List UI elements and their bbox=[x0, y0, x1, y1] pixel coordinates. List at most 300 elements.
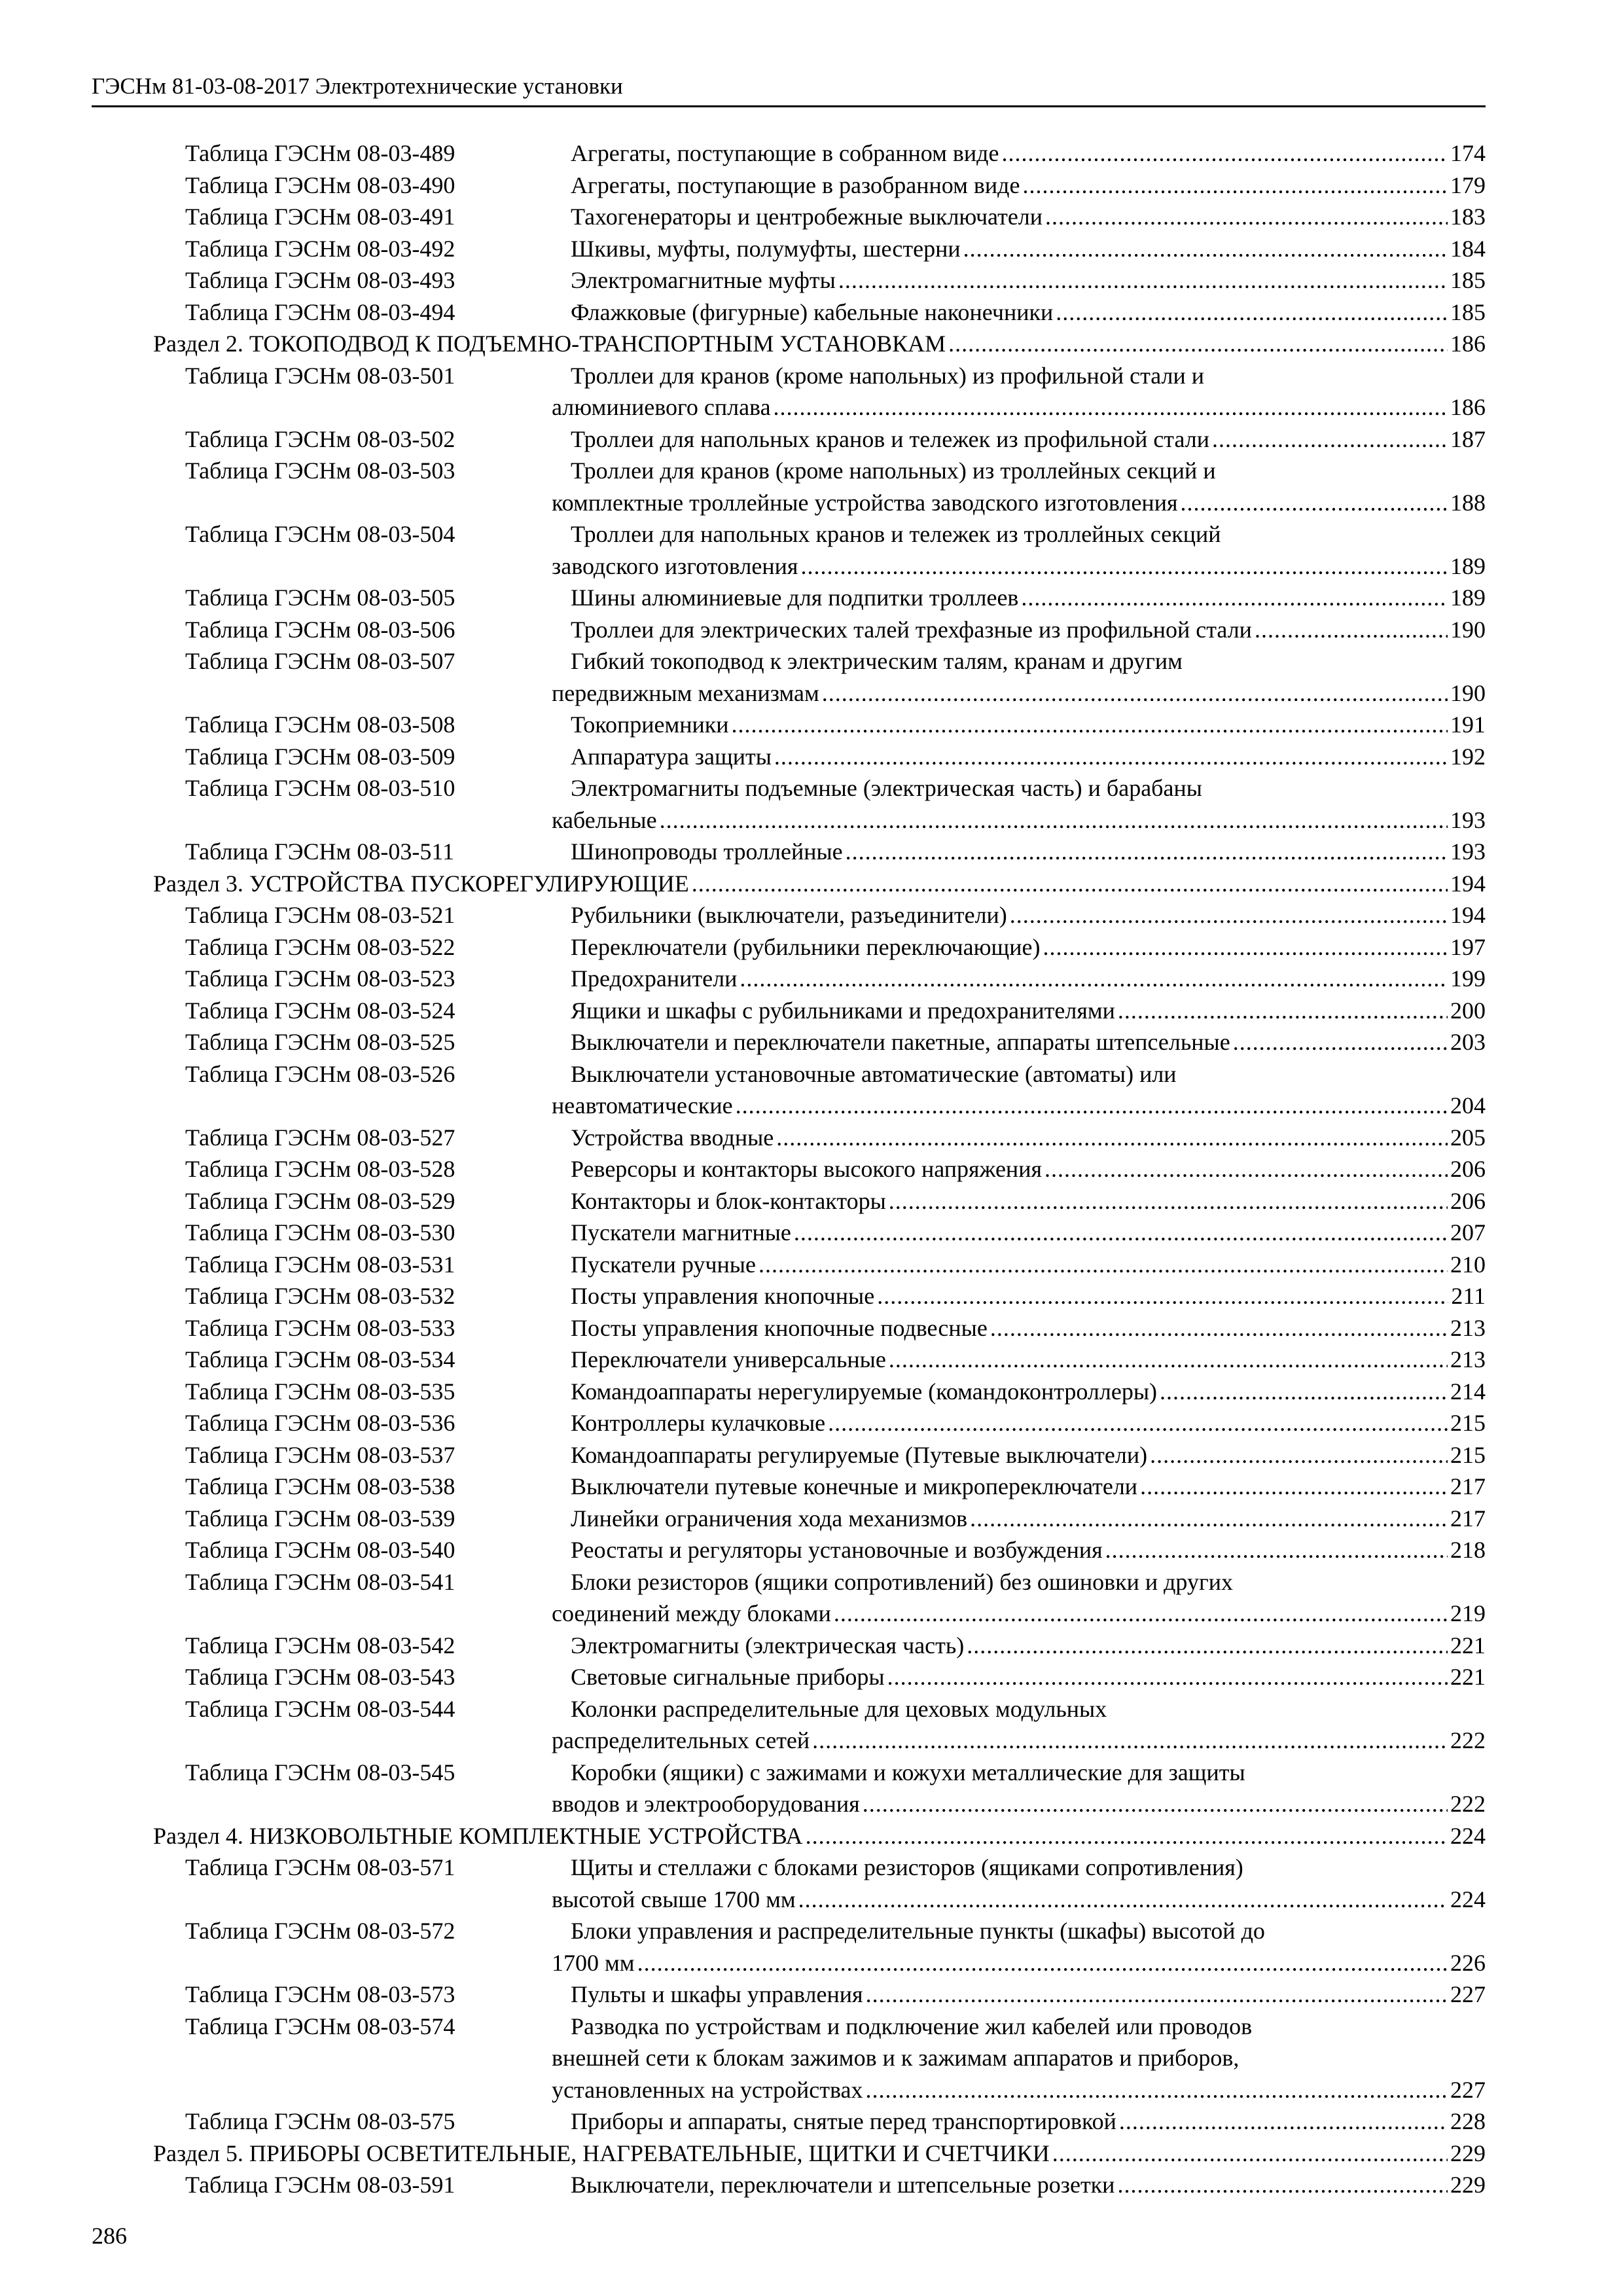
toc-page-number: 179 bbox=[1450, 171, 1486, 198]
toc-entry-row bbox=[0, 1503, 1623, 1535]
toc-entry-row bbox=[0, 201, 1623, 233]
toc-entry-text: Аппаратура защиты bbox=[571, 743, 772, 770]
toc-entry-text: Электромагнитные муфты bbox=[571, 267, 836, 293]
toc-continuation-row bbox=[0, 1788, 1623, 1820]
toc-entry-text: Агрегаты, поступающие в собранном виде bbox=[571, 140, 999, 166]
dot-leader bbox=[865, 2074, 1448, 2106]
toc-entry-row bbox=[0, 645, 1623, 677]
dot-leader bbox=[692, 868, 1448, 900]
dot-leader bbox=[1052, 2138, 1448, 2170]
toc-entry-row bbox=[0, 1153, 1623, 1185]
dot-leader bbox=[1160, 1376, 1448, 1408]
toc-table-label: Таблица ГЭСНм 08-03-492 bbox=[185, 235, 455, 262]
toc-entry-text: Устройства вводные bbox=[571, 1124, 774, 1151]
toc-page-number: 204 bbox=[1450, 1092, 1486, 1119]
toc-page-number: 227 bbox=[1450, 1981, 1486, 2007]
toc-entry-text: внешней сети к блокам зажимов и к зажимам аппаратов и приборов, bbox=[552, 2045, 1240, 2071]
toc-entry-text: высотой свыше 1700 мм bbox=[552, 1886, 796, 1912]
toc-page-number: 215 bbox=[1450, 1441, 1486, 1468]
toc-table-title[interactable] bbox=[571, 1249, 1486, 1281]
toc-title-continuation[interactable] bbox=[552, 1725, 1486, 1757]
toc-table-label: Таблица ГЭСНм 08-03-531 bbox=[185, 1251, 455, 1278]
dot-leader bbox=[846, 836, 1448, 868]
toc-page-number: 193 bbox=[1450, 806, 1486, 833]
toc-table-label: Таблица ГЭСНм 08-03-491 bbox=[185, 204, 455, 230]
toc-page-number: 174 bbox=[1450, 140, 1486, 166]
toc-entry-row bbox=[0, 741, 1623, 773]
toc-table-label: Таблица ГЭСНм 08-03-545 bbox=[185, 1759, 455, 1785]
dot-leader bbox=[660, 804, 1448, 836]
toc-table-label: Таблица ГЭСНм 08-03-505 bbox=[185, 584, 455, 611]
toc-page-number: 191 bbox=[1450, 711, 1486, 738]
toc-table-title[interactable] bbox=[571, 741, 1486, 773]
dot-leader bbox=[1212, 423, 1448, 456]
dot-leader bbox=[1117, 2169, 1448, 2201]
toc-page-number: 214 bbox=[1450, 1378, 1486, 1405]
toc-table-label: Таблица ГЭСНм 08-03-572 bbox=[185, 1918, 455, 1944]
toc-entry-text: Контакторы и блок-контакторы bbox=[571, 1187, 886, 1214]
dot-leader bbox=[812, 1725, 1448, 1757]
toc-table-label: Таблица ГЭСНм 08-03-543 bbox=[185, 1664, 455, 1690]
toc-page-number: 211 bbox=[1451, 1283, 1486, 1309]
toc-entry-row bbox=[0, 772, 1623, 804]
dot-leader bbox=[838, 264, 1448, 296]
toc-table-title[interactable] bbox=[571, 1026, 1486, 1058]
toc-page-number: 218 bbox=[1450, 1537, 1486, 1563]
toc-continuation-row bbox=[0, 2074, 1623, 2106]
toc-entry-row bbox=[0, 1407, 1623, 1439]
toc-entry-text: 1700 мм bbox=[552, 1949, 635, 1976]
toc-entry-text: Световые сигнальные приборы bbox=[571, 1664, 885, 1690]
toc-table-label: Таблица ГЭСНм 08-03-530 bbox=[185, 1219, 455, 1246]
dot-leader bbox=[863, 1788, 1448, 1820]
dot-leader bbox=[990, 1312, 1448, 1344]
toc-continuation-row bbox=[0, 1884, 1623, 1916]
toc-entry-text: комплектные троллейные устройства заводского изготовления bbox=[552, 489, 1178, 516]
toc-entry-text: соединений между блоками bbox=[552, 1600, 831, 1626]
dot-leader bbox=[1140, 1471, 1448, 1503]
toc-page-number: 207 bbox=[1450, 1219, 1486, 1246]
dot-leader bbox=[1043, 931, 1448, 963]
toc-entry-row bbox=[0, 1471, 1623, 1503]
toc-entry-text: Посты управления кнопочные bbox=[571, 1283, 875, 1309]
toc-entry-row bbox=[0, 360, 1623, 392]
toc-continuation-row bbox=[0, 677, 1623, 709]
toc-entry-row bbox=[0, 1344, 1623, 1376]
toc-entry-row bbox=[0, 1122, 1623, 1154]
toc-title-continuation[interactable] bbox=[552, 1598, 1486, 1630]
toc-page-number: 222 bbox=[1450, 1727, 1486, 1753]
toc-table-label: Таблица ГЭСНм 08-03-541 bbox=[185, 1568, 455, 1595]
toc-entry-row bbox=[0, 1439, 1623, 1471]
toc-page-number: 206 bbox=[1450, 1156, 1486, 1182]
toc-entry-text: Командоаппараты нерегулируемые (командоконтроллеры) bbox=[571, 1378, 1157, 1405]
toc-page-number: 229 bbox=[1450, 2140, 1486, 2166]
toc-table-label: Таблица ГЭСНм 08-03-534 bbox=[185, 1346, 455, 1372]
toc-page-number: 200 bbox=[1450, 997, 1486, 1024]
toc-continuation-row bbox=[0, 2042, 1623, 2074]
table-of-contents bbox=[0, 137, 1623, 2201]
dot-leader bbox=[1181, 487, 1448, 519]
dot-leader bbox=[1105, 1534, 1448, 1566]
toc-page-number: 189 bbox=[1450, 552, 1486, 579]
toc-entry-text: Рубильники (выключатели, разъединители) bbox=[571, 902, 1007, 928]
toc-entry-text: Троллеи для электрических талей трехфазные из профильной стали bbox=[571, 616, 1252, 643]
toc-entry-text: Приборы и аппараты, снятые перед транспортировкой bbox=[571, 2108, 1116, 2134]
toc-section-row bbox=[0, 1820, 1623, 1852]
toc-section-link[interactable] bbox=[153, 2138, 1486, 2170]
toc-entry-row bbox=[0, 1026, 1623, 1058]
toc-section-link[interactable] bbox=[153, 328, 1486, 360]
toc-table-label: Таблица ГЭСНм 08-03-536 bbox=[185, 1410, 455, 1436]
toc-continuation-row bbox=[0, 1947, 1623, 1979]
toc-entry-row bbox=[0, 455, 1623, 487]
toc-table-title[interactable] bbox=[571, 582, 1486, 614]
toc-entry-text: Реостаты и регуляторы установочные и возбуждения bbox=[571, 1537, 1103, 1563]
toc-page-number: 210 bbox=[1450, 1251, 1486, 1278]
toc-entry-text: Пульты и шкафы управления bbox=[571, 1981, 863, 2007]
dot-leader bbox=[774, 391, 1448, 423]
toc-entry-text: неавтоматические bbox=[552, 1092, 733, 1119]
toc-entry-row bbox=[0, 2169, 1623, 2201]
toc-entry-text: Токоприемники bbox=[571, 711, 729, 738]
toc-table-label: Таблица ГЭСНм 08-03-532 bbox=[185, 1283, 455, 1309]
toc-entry-text: Ящики и шкафы с рубильниками и предохранителями bbox=[571, 997, 1115, 1024]
dot-leader bbox=[1022, 170, 1448, 202]
toc-entry-text: распределительных сетей bbox=[552, 1727, 810, 1753]
toc-table-title[interactable]: Блоки управления и распределительные пункты (шкафы) высотой до bbox=[571, 1918, 1265, 1944]
toc-page-number: 221 bbox=[1450, 1664, 1486, 1690]
toc-title-continuation[interactable] bbox=[552, 391, 1486, 423]
toc-continuation-row bbox=[0, 487, 1623, 519]
toc-entry-row bbox=[0, 1757, 1623, 1789]
toc-table-title[interactable] bbox=[571, 170, 1486, 202]
toc-table-title[interactable]: Выключатели установочные автоматические (автоматы) или bbox=[571, 1060, 1177, 1087]
toc-table-label: Таблица ГЭСНм 08-03-511 bbox=[185, 838, 454, 865]
toc-entry-row bbox=[0, 1312, 1623, 1344]
dot-leader bbox=[732, 709, 1448, 741]
dot-leader bbox=[736, 1090, 1448, 1122]
toc-table-label: Таблица ГЭСНм 08-03-503 bbox=[185, 457, 455, 484]
toc-entry-text: установленных на устройствах bbox=[552, 2076, 863, 2103]
dot-leader bbox=[1001, 137, 1448, 170]
toc-table-title[interactable] bbox=[571, 1185, 1486, 1217]
toc-table-title[interactable] bbox=[571, 709, 1486, 741]
toc-page-number: 193 bbox=[1450, 838, 1486, 865]
toc-page-number: 226 bbox=[1450, 1949, 1486, 1976]
toc-table-title[interactable] bbox=[571, 201, 1486, 233]
toc-table-title[interactable]: Гибкий токоподвод к электрическим талям, кранам и другим bbox=[571, 648, 1183, 674]
toc-table-title[interactable] bbox=[571, 1471, 1486, 1503]
toc-table-title[interactable] bbox=[571, 1503, 1486, 1535]
dot-leader bbox=[887, 1661, 1448, 1693]
toc-title-continuation[interactable] bbox=[552, 487, 1486, 519]
toc-table-title[interactable] bbox=[571, 1153, 1486, 1185]
toc-entry-row bbox=[0, 1534, 1623, 1566]
toc-entry-text: Тахогенераторы и центробежные выключатели bbox=[571, 204, 1043, 230]
toc-table-label: Таблица ГЭСНм 08-03-539 bbox=[185, 1505, 455, 1532]
dot-leader bbox=[889, 1185, 1448, 1217]
dot-leader bbox=[800, 550, 1448, 583]
page-number: 286 bbox=[92, 2223, 127, 2249]
toc-table-title[interactable]: Троллеи для кранов (кроме напольных) из профильной стали и bbox=[571, 362, 1205, 389]
toc-page-number: 206 bbox=[1450, 1187, 1486, 1214]
toc-page-number: 190 bbox=[1450, 679, 1486, 706]
running-header: ГЭСНм 81-03-08-2017 Электротехнические установки bbox=[92, 73, 623, 99]
toc-entry-text: Переключатели (рубильники переключающие) bbox=[571, 933, 1041, 960]
toc-entry-row bbox=[0, 931, 1623, 963]
toc-table-title[interactable] bbox=[571, 614, 1486, 646]
toc-section-row bbox=[0, 868, 1623, 900]
dot-leader bbox=[828, 1407, 1448, 1439]
toc-entry-row bbox=[0, 264, 1623, 296]
toc-title-continuation[interactable] bbox=[552, 1090, 1486, 1122]
toc-table-label: Таблица ГЭСНм 08-03-489 bbox=[185, 140, 455, 166]
toc-page-number: 189 bbox=[1450, 584, 1486, 611]
toc-section-row bbox=[0, 2138, 1623, 2170]
toc-entry-text: передвижным механизмам bbox=[552, 679, 819, 706]
toc-continuation-row bbox=[0, 391, 1623, 423]
toc-title-continuation[interactable] bbox=[552, 804, 1486, 836]
toc-table-label: Таблица ГЭСНм 08-03-533 bbox=[185, 1314, 455, 1341]
toc-table-title[interactable] bbox=[571, 1407, 1486, 1439]
toc-entry-text: алюминиевого сплава bbox=[552, 394, 771, 420]
toc-table-title[interactable]: Троллеи для кранов (кроме напольных) из троллейных секций и bbox=[571, 457, 1216, 484]
toc-entry-row bbox=[0, 1280, 1623, 1312]
toc-table-label: Таблица ГЭСНм 08-03-574 bbox=[185, 2013, 455, 2039]
toc-entry-text: Раздел 5. ПРИБОРЫ ОСВЕТИТЕЛЬНЫЕ, НАГРЕВАТЕЛЬНЫЕ, ЩИТКИ И СЧЕТЧИКИ bbox=[153, 2140, 1050, 2166]
toc-table-title[interactable] bbox=[571, 1344, 1486, 1376]
dot-leader bbox=[1233, 1026, 1448, 1058]
toc-page-number: 194 bbox=[1450, 902, 1486, 928]
toc-table-title[interactable] bbox=[571, 1312, 1486, 1344]
toc-entry-text: Выключатели и переключатели пакетные, аппараты штепсельные bbox=[571, 1029, 1230, 1055]
toc-entry-row bbox=[0, 1661, 1623, 1693]
toc-entry-text: Шины алюминиевые для подпитки троллеев bbox=[571, 584, 1019, 611]
toc-entry-row bbox=[0, 518, 1623, 550]
toc-table-title[interactable]: Щиты и стеллажи с блоками резисторов (ящиками сопротивления) bbox=[571, 1854, 1243, 1880]
toc-entry-row bbox=[0, 170, 1623, 202]
toc-page-number: 217 bbox=[1450, 1473, 1486, 1499]
toc-table-label: Таблица ГЭСНм 08-03-526 bbox=[185, 1060, 455, 1087]
header-rule bbox=[92, 105, 1486, 107]
toc-table-title[interactable] bbox=[571, 836, 1486, 868]
toc-table-label: Таблица ГЭСНм 08-03-493 bbox=[185, 267, 455, 293]
toc-page-number: 217 bbox=[1450, 1505, 1486, 1532]
dot-leader bbox=[776, 1122, 1448, 1154]
toc-table-title[interactable] bbox=[571, 1661, 1486, 1693]
toc-entry-row bbox=[0, 1693, 1623, 1725]
toc-section-link[interactable] bbox=[153, 868, 1486, 900]
toc-entry-text: Раздел 3. УСТРОЙСТВА ПУСКОРЕГУЛИРУЮЩИЕ bbox=[153, 870, 689, 897]
toc-table-label: Таблица ГЭСНм 08-03-544 bbox=[185, 1695, 455, 1722]
dot-leader bbox=[1118, 995, 1448, 1027]
toc-entry-row bbox=[0, 1630, 1623, 1662]
toc-table-title[interactable]: Разводка по устройствам и подключение жил кабелей или проводов bbox=[571, 2013, 1253, 2039]
toc-table-title[interactable] bbox=[571, 233, 1486, 265]
toc-entry-text: Контроллеры кулачковые bbox=[571, 1410, 826, 1436]
toc-continuation-row bbox=[0, 1090, 1623, 1122]
dot-leader bbox=[1119, 2106, 1448, 2138]
toc-continuation-row bbox=[0, 1598, 1623, 1630]
toc-table-label: Таблица ГЭСНм 08-03-522 bbox=[185, 933, 455, 960]
toc-table-title[interactable]: Колонки распределительные для цеховых модульных bbox=[571, 1695, 1107, 1722]
toc-entry-text: Пускатели магнитные bbox=[571, 1219, 791, 1246]
toc-entry-row bbox=[0, 2011, 1623, 2043]
toc-entry-row bbox=[0, 582, 1623, 614]
toc-table-title[interactable] bbox=[571, 264, 1486, 296]
toc-section-link[interactable] bbox=[153, 1820, 1486, 1852]
toc-page-number: 185 bbox=[1450, 267, 1486, 293]
toc-entry-text: Пускатели ручные bbox=[571, 1251, 756, 1278]
toc-table-label: Таблица ГЭСНм 08-03-537 bbox=[185, 1441, 455, 1468]
toc-table-title[interactable] bbox=[571, 1217, 1486, 1249]
toc-entry-row bbox=[0, 137, 1623, 170]
toc-title-continuation[interactable] bbox=[552, 1947, 1486, 1979]
toc-table-label: Таблица ГЭСНм 08-03-523 bbox=[185, 965, 455, 992]
toc-table-title[interactable] bbox=[571, 2169, 1486, 2201]
dot-leader bbox=[1045, 201, 1448, 233]
toc-title-continuation[interactable] bbox=[552, 677, 1486, 709]
toc-table-title[interactable]: Электромагниты подъемные (электрическая часть) и барабаны bbox=[571, 775, 1202, 801]
toc-page-number: 194 bbox=[1450, 870, 1486, 897]
dot-leader bbox=[822, 677, 1448, 709]
dot-leader bbox=[1021, 582, 1448, 614]
toc-page-number: 199 bbox=[1450, 965, 1486, 992]
toc-title-continuation[interactable] bbox=[552, 1884, 1486, 1916]
toc-table-label: Таблица ГЭСНм 08-03-508 bbox=[185, 711, 455, 738]
dot-leader bbox=[1255, 614, 1448, 646]
toc-table-title[interactable] bbox=[571, 1280, 1486, 1312]
dot-leader bbox=[967, 1630, 1448, 1662]
toc-table-label: Таблица ГЭСНм 08-03-506 bbox=[185, 616, 455, 643]
toc-table-label: Таблица ГЭСНм 08-03-509 bbox=[185, 743, 455, 770]
toc-table-title[interactable] bbox=[571, 1534, 1486, 1566]
toc-table-label: Таблица ГЭСНм 08-03-507 bbox=[185, 648, 455, 674]
toc-entry-row bbox=[0, 614, 1623, 646]
toc-entry-row bbox=[0, 296, 1623, 329]
toc-table-label: Таблица ГЭСНм 08-03-490 bbox=[185, 171, 455, 198]
dot-leader bbox=[970, 1503, 1448, 1535]
toc-table-title[interactable] bbox=[571, 899, 1486, 931]
toc-continuation-row bbox=[0, 550, 1623, 583]
toc-entry-text: Переключатели универсальные bbox=[571, 1346, 886, 1372]
toc-entry-row bbox=[0, 2106, 1623, 2138]
dot-leader bbox=[794, 1217, 1448, 1249]
toc-table-label: Таблица ГЭСНм 08-03-571 bbox=[185, 1854, 455, 1880]
toc-table-label: Таблица ГЭСНм 08-03-527 bbox=[185, 1124, 455, 1151]
toc-page-number: 183 bbox=[1450, 204, 1486, 230]
toc-table-label: Таблица ГЭСНм 08-03-494 bbox=[185, 298, 455, 325]
toc-section-row bbox=[0, 328, 1623, 360]
toc-title-continuation[interactable] bbox=[552, 2074, 1486, 2106]
dot-leader bbox=[1056, 296, 1448, 329]
dot-leader bbox=[877, 1280, 1448, 1312]
toc-page-number: 186 bbox=[1450, 394, 1486, 420]
dot-leader bbox=[963, 233, 1448, 265]
toc-table-label: Таблица ГЭСНм 08-03-591 bbox=[185, 2172, 455, 2198]
dot-leader bbox=[740, 963, 1448, 995]
toc-page-number: 224 bbox=[1450, 1822, 1486, 1849]
toc-table-label: Таблица ГЭСНм 08-03-529 bbox=[185, 1187, 455, 1214]
toc-entry-text: Флажковые (фигурные) кабельные наконечники bbox=[571, 298, 1054, 325]
toc-page-number: 224 bbox=[1450, 1886, 1486, 1912]
dot-leader bbox=[758, 1249, 1448, 1281]
toc-table-title[interactable] bbox=[571, 995, 1486, 1027]
toc-table-title[interactable] bbox=[571, 1979, 1486, 2011]
toc-table-label: Таблица ГЭСНм 08-03-542 bbox=[185, 1632, 455, 1659]
toc-page-number: 197 bbox=[1450, 933, 1486, 960]
toc-page-number: 228 bbox=[1450, 2108, 1486, 2134]
toc-entry-row bbox=[0, 1979, 1623, 2011]
toc-page-number: 192 bbox=[1450, 743, 1486, 770]
toc-entry-row bbox=[0, 709, 1623, 741]
toc-table-title[interactable] bbox=[571, 1630, 1486, 1662]
toc-table-label: Таблица ГЭСНм 08-03-525 bbox=[185, 1029, 455, 1055]
toc-entry-text: Шинопроводы троллейные bbox=[571, 838, 843, 865]
dot-leader bbox=[866, 1979, 1448, 2011]
toc-table-title[interactable]: Коробки (ящики) с зажимами и кожухи металлические для защиты bbox=[571, 1759, 1245, 1785]
toc-title-continuation[interactable] bbox=[552, 2042, 1486, 2074]
toc-table-title[interactable] bbox=[571, 296, 1486, 329]
toc-continuation-row bbox=[0, 804, 1623, 836]
dot-leader bbox=[798, 1884, 1448, 1916]
toc-table-label: Таблица ГЭСНм 08-03-521 bbox=[185, 902, 455, 928]
toc-entry-row bbox=[0, 1852, 1623, 1884]
toc-continuation-row bbox=[0, 1725, 1623, 1757]
toc-entry-text: Агрегаты, поступающие в разобранном виде bbox=[571, 171, 1020, 198]
toc-page-number: 187 bbox=[1450, 425, 1486, 452]
toc-page-number: 227 bbox=[1450, 2076, 1486, 2103]
toc-page-number: 215 bbox=[1450, 1410, 1486, 1436]
toc-table-title[interactable] bbox=[571, 1376, 1486, 1408]
toc-table-title[interactable] bbox=[571, 2106, 1486, 2138]
toc-entry-row bbox=[0, 1249, 1623, 1281]
toc-table-title[interactable]: Блоки резисторов (ящики сопротивлений) без ошиновки и других bbox=[571, 1568, 1233, 1595]
toc-entry-text: Посты управления кнопочные подвесные bbox=[571, 1314, 988, 1341]
toc-table-title[interactable] bbox=[571, 931, 1486, 963]
toc-entry-row bbox=[0, 1566, 1623, 1598]
toc-table-title[interactable] bbox=[571, 1122, 1486, 1154]
toc-table-label: Таблица ГЭСНм 08-03-538 bbox=[185, 1473, 455, 1499]
toc-entry-row bbox=[0, 233, 1623, 265]
toc-entry-row bbox=[0, 836, 1623, 868]
toc-page-number: 219 bbox=[1450, 1600, 1486, 1626]
toc-entry-text: Электромагниты (электрическая часть) bbox=[571, 1632, 965, 1659]
toc-entry-row bbox=[0, 963, 1623, 995]
toc-page-number: 213 bbox=[1450, 1346, 1486, 1372]
toc-table-title[interactable]: Троллеи для напольных кранов и тележек из троллейных секций bbox=[571, 521, 1221, 547]
toc-table-title[interactable] bbox=[571, 137, 1486, 170]
toc-page-number: 184 bbox=[1450, 235, 1486, 262]
dot-leader bbox=[774, 741, 1448, 773]
toc-table-title[interactable] bbox=[571, 423, 1486, 456]
toc-table-title[interactable] bbox=[571, 963, 1486, 995]
toc-table-label: Таблица ГЭСНм 08-03-535 bbox=[185, 1378, 455, 1405]
toc-title-continuation[interactable] bbox=[552, 550, 1486, 583]
toc-entry-text: Троллеи для напольных кранов и тележек из профильной стали bbox=[571, 425, 1210, 452]
toc-table-label: Таблица ГЭСНм 08-03-524 bbox=[185, 997, 455, 1024]
toc-page-number: 186 bbox=[1450, 331, 1486, 357]
dot-leader bbox=[889, 1344, 1448, 1376]
toc-entry-row bbox=[0, 1217, 1623, 1249]
dot-leader bbox=[637, 1947, 1448, 1979]
toc-page-number: 205 bbox=[1450, 1124, 1486, 1151]
dot-leader bbox=[806, 1820, 1448, 1852]
toc-table-title[interactable] bbox=[571, 1439, 1486, 1471]
toc-title-continuation[interactable] bbox=[552, 1788, 1486, 1820]
toc-page-number: 190 bbox=[1450, 616, 1486, 643]
